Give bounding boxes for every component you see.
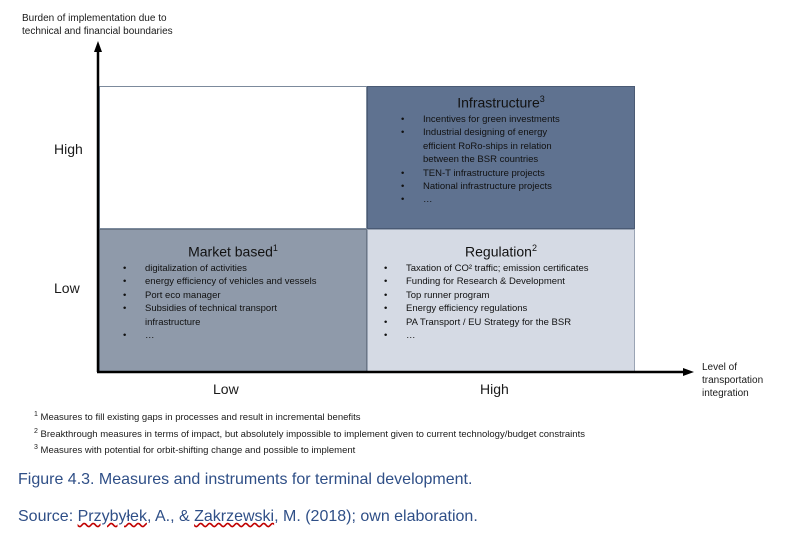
list-item-continuation: between the BSR countries [423,154,539,166]
source-author-2: Zakrzewski [194,508,275,525]
footnote-3: $^3$ Measures with potential for orbit-shifting change and possible to implement [34,444,356,457]
list-item: • … [401,194,433,206]
list-item: • TEN-T infrastructure projects [401,167,545,179]
x-axis-label-line1: Level of [702,362,738,373]
quadrant-title-infrastructure: Infrastructure$^3$ [457,94,545,111]
list-item: • Industrial designing of energy [401,127,548,139]
list-item: • Port eco manager [123,289,221,301]
list-item: • Subsidies of technical transport [123,303,278,315]
quadrant-title-market-based: Market based$^1$ [188,243,278,260]
y-axis-arrow-icon [94,41,102,52]
x-axis-label-line2: transportation [702,375,764,386]
footnotes [34,408,585,458]
footnote-2: $^2$ Breakthrough measures in terms of impact, but absolutely impossible to implement given to current technology/budget constraints [34,427,585,440]
list-item-continuation: infrastructure [145,316,201,328]
list-item: • PA Transport / EU Strategy for the BSR [384,316,572,328]
list-item: • … [123,330,155,342]
list-item: • Funding for Research & Development [384,276,565,288]
x-axis-arrow-icon [683,368,694,376]
source-line: Source: Przybyłek, A., & Zakrzewski, M. (2018); own elaboration. [18,508,478,525]
list-item: • energy efficiency of vehicles and vessels [123,276,317,288]
list-item: • Energy efficiency regulations [384,303,528,315]
quadrant-title-regulation: Regulation$^2$ [465,243,537,260]
x-tick-low: Low [213,381,239,397]
list-item-continuation: efficient RoRo-ships in relation [423,140,552,152]
list-item: • Top runner program [384,289,490,301]
list-item: • Incentives for green investments [401,114,560,125]
list-item: • National infrastructure projects [401,181,552,193]
x-tick-high: High [480,381,509,397]
y-axis-label-line2: technical and financial boundaries [22,26,173,37]
footnote-1: $^1$ Measures to fill existing gaps in processes and result in incremental benefits [34,411,361,424]
x-axis-label-line3: integration [702,388,749,399]
list-item: • Taxation of CO² traffic; emission certificates [384,263,589,274]
y-tick-low: Low [54,280,80,296]
figure-caption: Figure 4.3. Measures and instruments for terminal development. [18,471,473,488]
y-tick-high: High [54,141,83,157]
y-axis-label-line1: Burden of implementation due to [22,13,167,24]
list-item: • … [384,330,416,342]
list-item: • digitalization of activities [123,263,247,274]
source-author-1: Przybyłek [77,508,147,525]
